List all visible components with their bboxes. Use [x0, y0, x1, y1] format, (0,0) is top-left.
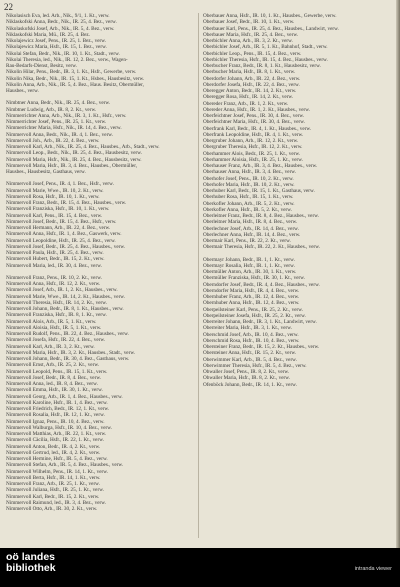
directory-line: Nimmervoll Matthias, Arb., IR. 22, 1. Kt., verw. [6, 431, 107, 437]
directory-line: Nimmervoll Franziska, Hsfr., IR. 8, 1. Kt., verw. [6, 312, 107, 319]
directory-line: Oberwimmer Theresia, Hsfr., IR. 5, 4. Bez., verw. [203, 362, 307, 369]
directory-line: Nimmervoll Rosa, Hsfr., IR. 10, 1. Kt., verw. [6, 193, 100, 200]
directory-line: Nimmervoll Anton, Bedr., IR. 4, 2. Kt., verw. [6, 443, 101, 450]
directory-line: Oberleitner Franz, Bedr., IR. 8, 4. Bez., Hausbes., verw. [203, 213, 319, 219]
directory-line: Obereder Anna, Hsfr., IR. 1, 2. Kt., Hausbes., verw. [203, 106, 310, 113]
directory-line: Oberleitner Maria, Hsfr., IR. 8, 4. Bez., verw. [203, 219, 298, 226]
directory-line: Oberhofer Josef, Pens., IR. 10, 2. Kt., verw. [203, 175, 294, 182]
directory-line: Nimmervoll Leopold, Pens., IR. 15, 1. Kt., verw. [6, 368, 108, 375]
directory-line: Nimmervoll Wilhelm, Pens., IR. 14, 1. Kt., verw. [6, 468, 108, 475]
directory-line: Obermair Karl, Pens., IR. 22, 2. Kt., verw. [203, 238, 291, 244]
directory-line: Nimmervoll Emma, Hsfr., IR. 30, 1. Kt., verw. [6, 387, 103, 394]
directory-line: Oberbauer Karl, Pens., IR. 25, 4. Bez., Hausbes., Landwirt, verw. [203, 25, 339, 32]
directory-line: Oberbichler Josef, Arb., IR. 5, 1. Kt., Bahnhof, Stadt., verw. [203, 44, 328, 51]
directory-line: Nimmervoll Johann, Bedr., IR. 30, 4. Bez., Gasthaus, verw. [6, 356, 130, 362]
directory-line: Oberlechner Josef, Arb., IR. 14, 4. Bez., verw. [203, 225, 299, 232]
viewer-footer [0, 548, 400, 587]
directory-line: Nimmervoll Walburga, Hsfr., IR. 10, 4. Bez., verw. [6, 424, 112, 431]
directory-line: Nimmervoll Theresia, Hsfr., IR. 14, 2. Kt., verw. [6, 299, 107, 306]
directory-line: Nimmervoll Josef, Bedr., IR. 8, 4. Bez., verw. [6, 374, 102, 381]
directory-line: Nimmervoll Leopoldine, Hsfr., IR. 25, 4. Bez., verw. [6, 237, 116, 244]
directory-line: Nikolin Nika, Bedr., Nik., IR. 15, 1. Kt., Hsbes., Hausbesitz, verw. [6, 75, 145, 82]
directory-line: Oberschmid Josef, Arb., IR. 10, 4. Bez., verw. [203, 331, 299, 338]
directory-line: Nimmervoll Maria, Hsfr., IR. 3, 4. Bez., Hausbes., Obermüller, [6, 162, 138, 169]
directory-line: Oberbauer Josef, Bedr., IR. 10, 1. Kt., verw. [203, 19, 295, 26]
directory-line: Obergruber Johann, Arb., IR. 12, 2. Kt., verw. [203, 138, 299, 144]
directory-line: Nimmervoll Aloisia, Hsfr., IR. 5, 1. Kt., verw. [6, 324, 102, 331]
directory-line: Oberkofler Johann, Arb., IR. 5, 2. Kt., verw. [203, 200, 295, 207]
directory-line: Oberbucher Maria, Hsfr., IR. 8, 1. Kt., verw. [203, 69, 296, 76]
directory-line: Nimmervoll Maria, led., IR. 30, 4. Bez., verw. [6, 262, 102, 269]
directory-line: Oberbichler Theresia, Hsfr., IR. 15, 4. Bez., Hausbes., verw. [203, 56, 328, 63]
directory-line: Nimmervoll Marie, Wwe., IR. 10, 2. Kt., verw. [6, 187, 104, 194]
entry-block [6, 100, 196, 175]
directory-line: Nimmervoll Paula, Hsfr., IR. 25, 4. Bez., verw. [6, 250, 104, 256]
directory-line: Nimmervoll Marie, Wwe., IR. 14, 2. Kt., Hausbes., verw. [6, 293, 125, 300]
directory-line: Nimmervoll Josef, Bedr., IR. 15, 4. Bez., Hsfr., verw. [6, 218, 117, 225]
directory-line: Nimmervoll Anna, Hsfr., IR. 1, 4. Bez., Gaswerk, verw. [6, 231, 122, 238]
directory-line: Nimmervoll Josefa, Hsfr., IR. 22, 4. Bez., verw. [6, 337, 106, 344]
directory-line: Oberbichler Anna, Arb., IR. 3, 2. Kt., verw. [203, 38, 293, 44]
directory-line: Nimmervoll Franz, Arb., IR. 25, 1. Kt., verw. [6, 481, 100, 487]
directory-line: Oberreiter Johann, Bedr., IR. 3, 1. Kt., Landwirt, verw. [203, 319, 317, 325]
directory-line: Nimmerrichter Anna, Arb., Nik., IR. 3, 1. Kt., Hsfr., verw. [6, 112, 127, 119]
directory-line: Oberbauer Maria, Hsfr., IR. 25, 4. Bez., verw. [203, 31, 299, 38]
directory-line: Nimmervoll Hermine, Hsfr., IR. 5, 4. Bez., verw. [6, 456, 108, 462]
directory-line: Nimmerrichter Josef, Pens., IR. 25, 1. Kt., verw. [6, 119, 107, 125]
directory-line: Nimmervoll Josef, Pens., IR. 4, 1. Bez., Hsfr., verw. [6, 181, 114, 188]
directory-line: Oberreiter Maria, Hsfr., IR. 3, 1. Kt., verw. [203, 325, 292, 332]
directory-line: Nimmervoll Rudolf, Pens., IR. 22, 4. Bez., Hausbes., verw. [6, 331, 129, 337]
directory-line: Ofenböck Johann, Bedr., IR. 14, 1. Kt., verw. [203, 381, 297, 388]
directory-line: Oberhammer Alois, Bedr., IR. 25, 1. Kt., verw. [203, 150, 301, 157]
directory-line: Oberhuber Rosa, Hsfr., IR. 15, 1. Kt., verw. [203, 194, 294, 201]
directory-line: Oberbucher Franz, Bedr., IR. 8, 1. Kt., Hausbesitz, verw. [203, 63, 321, 69]
directory-line: Obersteiner Anna, Hsfr., IR. 15, 2. Kt., verw. [203, 350, 297, 357]
directory-line: Nimmervoll Hermann, Arb., IR. 22, 4. Bez., verw. [6, 225, 111, 231]
directory-line: Oberfeichtner Josef, Pens., IR. 30, 4. Bez., verw. [203, 113, 305, 119]
directory-line: Rau-Bedarfs-Dienst, Besitz, verw. [6, 63, 77, 69]
entry-block [6, 275, 196, 513]
directory-line: Nimmervoll Friedrich, Bedr., IR. 12, 1. Kt., verw. [6, 406, 110, 412]
directory-line: Nimmervoll Karoline, Hsfr., IR. 1, 4. Bez., verw. [6, 399, 108, 406]
directory-line: Obergruber Theresia, Hsfr., IR. 12, 2. Kt., verw. [203, 144, 303, 151]
library-logo [6, 552, 56, 574]
directory-line: Nimmervoll Ernst, Arb., IR. 25, 2. Kt., verw. [6, 362, 100, 369]
directory-line: Nimmervoll Karl, Pens., IR. 15, 4. Bez., verw. [6, 212, 103, 219]
directory-line: Obwaller Josef, Pens., IR. 8, 2. Kt., verw. [203, 369, 290, 375]
directory-line: Nimmervoll Berta, Hsfr., IR. 14, 1. Kt., verw. [6, 474, 101, 481]
directory-line: Nimbtner Ludwig, Arb., IR. 8, 2. Kt., verw. [6, 106, 97, 113]
directory-line: Obereder Franz, Arb., IR. 1, 2. Kt., verw. [203, 100, 289, 107]
directory-line: Nikolai Stefan, Bedr., Nik., IR. 10, 1. Kt., Stadt., verw. [6, 50, 120, 57]
directory-line: Nimmervoll Anna, led., IR. 8, 4. Bez., verw. [6, 381, 98, 387]
directory-line: Obermayr Johann, Bedr., IR. 1, 1. Kt., verw. [203, 256, 295, 263]
directory-line: Niklaskofski Anna, Bedr., Nik., IR. 25, 4. Bez., verw. [6, 19, 117, 26]
directory-line: Nikolin Hilar, Pens., Bedr., IR. 3, 1. Kt., Hsfr., Gewerbe, verw. [6, 69, 137, 76]
directory-line: Nimmervoll Alois, Arb., IR. 5, 1. Kt., verw. [6, 318, 97, 325]
directory-line: Oberschmid Rosa, Hsfr., IR. 10, 4. Bez., verw. [203, 337, 300, 344]
directory-line: Oberhofer Maria, Hsfr., IR. 10, 2. Kt., verw. [203, 181, 295, 188]
directory-line: Nimmervoll Ignaz, Pens., IR. 10, 4. Bez., verw. [6, 418, 105, 425]
directory-line: Nimmervoll Georg, Arb., IR. 1, 4. Bez., Hausbes., verw. [6, 393, 123, 400]
directory-line: Oberhuber Karl, Bedr., IR. 15, 1. Kt., Gasthaus, verw. [203, 188, 315, 194]
entry-block [203, 13, 393, 251]
directory-line: Nimmervoll Juliana, Hsfr., IR. 25, 1. Kt., verw. [6, 487, 104, 494]
directory-line: Nimmervoll Maria, Hsfr., IR. 3, 2. Kt., Hausbes., Stadt., verw. [6, 349, 136, 356]
directory-line: Oberndorfer Maria, Hsfr., IR. 4, 4. Bez., verw. [203, 287, 300, 294]
directory-line: Obermüller Anton, Arb., IR. 30, 1. Kt., verw. [203, 269, 297, 275]
directory-line: Nimmervoll Otto, Arb., IR. 30, 2. Kt., verw. [6, 506, 98, 512]
directory-line: Nikolaskofski Josef, Arb., Nik., IR. 5, 4. Bez., verw. [6, 25, 115, 32]
directory-line: Oberhammer Aloisia, Hsfr., IR. 25, 1. Kt., verw. [203, 156, 303, 163]
directory-line: Nikolajewicz Josef, Pens., IR. 25, 1. Bez., verw. [6, 38, 106, 44]
directory-line: Nimmervoll Hubert, Bedr., IR. 15, 2. Kt., verw. [6, 256, 105, 263]
directory-line: Nimmervoll Josef, Bedr., IR. 25, 4. Bez., Hausbes., verw. [6, 243, 126, 250]
directory-line: Obermayr Rosalia, Hsfr., IR. 1, 1. Kt., verw. [203, 262, 295, 269]
directory-line: Nimmervoll Franziska, Hsfr., IR. 10, 1. Kt., verw. [6, 206, 110, 213]
directory-line: Nimmervoll Anna, Hsfr., IR. 12, 2. Kt., verw. [6, 281, 101, 287]
entry-block [6, 181, 196, 269]
directory-line: Nimmerrichter Maria, Hsfr., Nik., IR. 14, 4. Bez., verw. [6, 125, 122, 132]
directory-line: Oberhauser Anna, Hsfr., IR. 3, 4. Bez., verw. [203, 169, 297, 176]
directory-line: Oberlechner Anna, Hsfr., IR. 14, 4. Bez., verw. [203, 231, 301, 238]
directory-line: Nimmervoll Joh., Arb., IR. 22, 4. Bez., verw. [6, 137, 100, 144]
left-column [6, 13, 196, 518]
directory-line: Nimmervoll Franz, Pens., IR. 10, 2. Kt., verw. [6, 274, 102, 281]
directory-line: Nimmervoll Maria, Hsfr., Nik., IR. 25, 4. Bez., Hausbesitz, verw. [6, 156, 142, 163]
directory-line: Nikolasisch Eva, led. Arb., Nik., 9/1, 1. Kt., verw. [6, 13, 110, 19]
right-column [203, 13, 393, 394]
directory-line: Oberfeichtner Maria, Hsfr., IR. 30, 4. Bez., verw. [203, 119, 305, 126]
directory-line: Oberfrank Leopoldine, Hsfr., IR. 4, 1. Kt., verw. [203, 131, 304, 138]
directory-line: Oberndorfer Josef, Bedr., IR. 4, 4. Bez., Hausbes., verw. [203, 281, 320, 288]
directory-line: Oberegger Anton, Bedr., IR. 14, 2. Kt., verw. [203, 88, 297, 94]
entry-block [203, 257, 393, 388]
directory-line: Oberbichler Leop., Pens., IR. 15, 4. Bez., verw. [203, 50, 302, 57]
logo-line1: oö landes [6, 551, 56, 563]
directory-line: Nimmervoll Karl, Arb., Nik., IR. 25, 4. Bez., Hausbes., Arb., Stadt., verw. [6, 144, 160, 150]
directory-line: Oberbauer Anna, Hsfr., IR. 10, 1. Kt., Hausbes., Gewerbe, verw. [203, 13, 337, 19]
directory-line: Nimmervoll Stefan, Arb., IR. 5, 4. Bez., Hausbes., verw. [6, 462, 124, 469]
directory-line: Nimmervoll Gertrud, led., IR. 4, 2. Kt., verw. [6, 449, 101, 456]
directory-line: Nimmervoll Anna, Bedr., Nik., IR. 4, 1. Bez., verw. [6, 131, 113, 138]
directory-line: Oberwimmer Karl, Arb., IR. 5, 4. Bez., verw. [203, 356, 297, 363]
directory-line: Nimmervoll Josef, Arb., IR. 1, 2. Kt., Hausbes., verw. [6, 287, 118, 294]
viewer-label: intranda viewer [354, 566, 392, 572]
page-number: 22 [4, 2, 13, 12]
directory-line: Obermüller Franziska, Hsfr., IR. 30, 1. Kt., verw. [203, 275, 305, 282]
directory-line: Oberdorfer Johann, Arb., IR. 22, 4. Bez., verw. [203, 75, 301, 82]
directory-line: Hausbes., verw. [6, 88, 39, 94]
directory-line: Oberhauser Franz, Arb., IR. 3, 4. Bez., Hausbes., verw. [203, 163, 318, 169]
entry-block [6, 13, 196, 94]
directory-line: Oberegger Rosa, Hsfr., IR. 14, 2. Kt., verw. [203, 94, 294, 101]
directory-line: Hausbes., Hausbesitz, Gasthaus, verw. [6, 169, 86, 175]
directory-line: Obernhuber Anna, Hsfr., IR. 12, 4. Bez., verw. [203, 300, 300, 307]
directory-line: Oberfrank Karl, Bedr., IR. 4, 1. Kt., Hausbes., verw. [203, 125, 312, 132]
directory-line: Nimmervoll Cäcilia, Hsfr., IR. 22, 1. Kt., verw. [6, 437, 104, 444]
directory-line: Nimmervoll Rosalia, Hsfr., IR. 12, 1. Kt., verw. [6, 412, 105, 419]
directory-line: Niklaskofski Maria, Mü., IR. 25, 4. Bez. [6, 31, 90, 38]
page-edge [396, 0, 400, 548]
directory-line: Oberpeilsteiner Josefa, Hsfr., IR. 25, 2. Kt., verw. [203, 312, 306, 319]
directory-line: Nimmervoll Karl, Arb., IR. 3, 2. Kt., verw. [6, 343, 95, 350]
directory-line: Nikolajewicz Maria, Hsfr., IR. 15, 1. Bez., verw. [6, 44, 107, 51]
directory-line: Oberdorfer Josefa, Hsfr., IR. 22, 4. Bez., verw. [203, 81, 300, 88]
directory-line: Oberpeilsteiner Karl, Pens., IR. 25, 2. Kt., verw. [203, 306, 303, 313]
directory-line: Obwaller Maria, Hsfr., IR. 8, 2. Kt., verw. [203, 375, 290, 382]
directory-line: Nimmervoll Johann, Bedr., IR. 8, 1. Kt., Hausbes., verw. [6, 306, 124, 312]
directory-line: Nimbtner Anna, Bedr., Nik., IR. 25, 4. Bez., verw. [6, 100, 111, 107]
directory-line: Nimmervoll Karl, Bedr., IR. 15, 2. Kt., verw. [6, 493, 100, 500]
directory-line: Nikolin Anna, Arb., Nik., IR. 5, 4. Bez., Haus. Besitz, Obermüller, [6, 81, 144, 88]
directory-line: Nimmervoll Franz, Bedr., IR. 15, 4. Bez., Hausbes., verw. [6, 200, 127, 206]
directory-line: Nimmervoll Leop., Bedr., Nik., IR. 25, 4. Bez., Hausbesitz, verw. [6, 150, 142, 157]
logo-line2: bibliothek [6, 562, 56, 574]
directory-line: Obermair Theresia, Hsfr., IR. 22, 2. Kt., Hausbes., verw. [203, 244, 320, 251]
directory-line: Nimmervoll Raimund, led., IR. 3, 4. Bez., verw. [6, 499, 106, 506]
directory-line: Obernhuber Franz, Arb., IR. 12, 4. Bez., verw. [203, 294, 300, 300]
directory-line: Obersteiner Franz, Bedr., IR. 15, 2. Kt., Hausbes., verw. [203, 344, 320, 350]
directory-line: Oberkofler Anna, Hsfr., IR. 5, 2. Kt., verw. [203, 206, 292, 213]
directory-line: Nikolai Theresia, led., Nik., IR. 12, 2. Bez., verw., Wagen- [6, 56, 128, 63]
